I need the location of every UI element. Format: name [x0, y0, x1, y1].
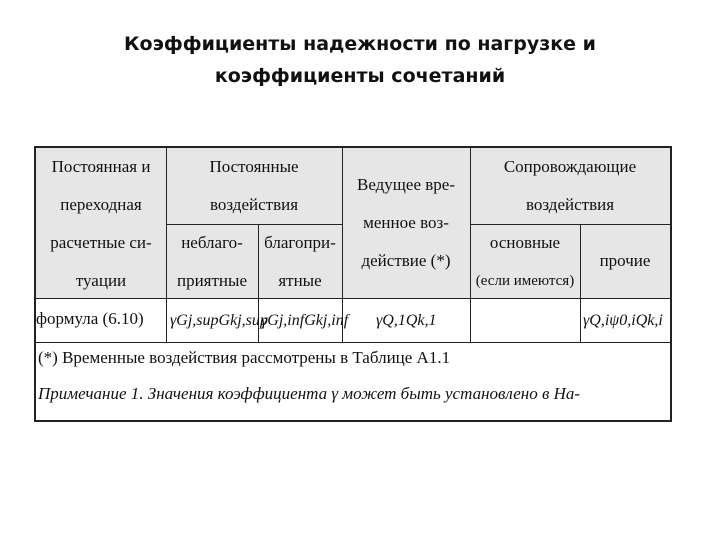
- formula-favourable: γGj,infGkj,inf: [261, 312, 349, 329]
- header-accompanying-actions: Сопровождающие воздействия: [503, 157, 637, 214]
- coefficients-table: [34, 146, 672, 422]
- header-main: основные (если имеются): [475, 233, 575, 289]
- formula-leading: γQ,1Qk,1: [376, 312, 437, 329]
- row-label: формула (6.10): [36, 309, 144, 328]
- note-1: Примечание 1. Значения коэффициента γ может быть установлено в На-: [38, 384, 581, 403]
- title-line-1: Коэффициенты надежности по нагрузке и: [124, 33, 596, 55]
- header-unfavourable: неблаго- приятные: [176, 233, 247, 290]
- title-line-2: коэффициенты сочетаний: [214, 65, 506, 87]
- row-bottom-line: [36, 342, 670, 343]
- header-favourable: благопри- ятные: [264, 233, 336, 290]
- slide-title: [60, 28, 660, 92]
- formula-unfavourable: γGj,supGkj,sup: [170, 312, 268, 329]
- note-variable-actions: (*) Временные воздействия рассмотрены в Таблице А1.1: [38, 348, 451, 367]
- formula-other: γQ,iψ0,iQk,i: [583, 312, 663, 329]
- header-permanent-actions: Постоянные воздействия: [209, 157, 299, 214]
- header-other: прочие: [599, 251, 651, 270]
- header-situations: Постоянная и переходная расчетные си- туации: [50, 157, 152, 290]
- header-leading-variable: Ведущее вре- менное воз- действие (*): [357, 175, 455, 270]
